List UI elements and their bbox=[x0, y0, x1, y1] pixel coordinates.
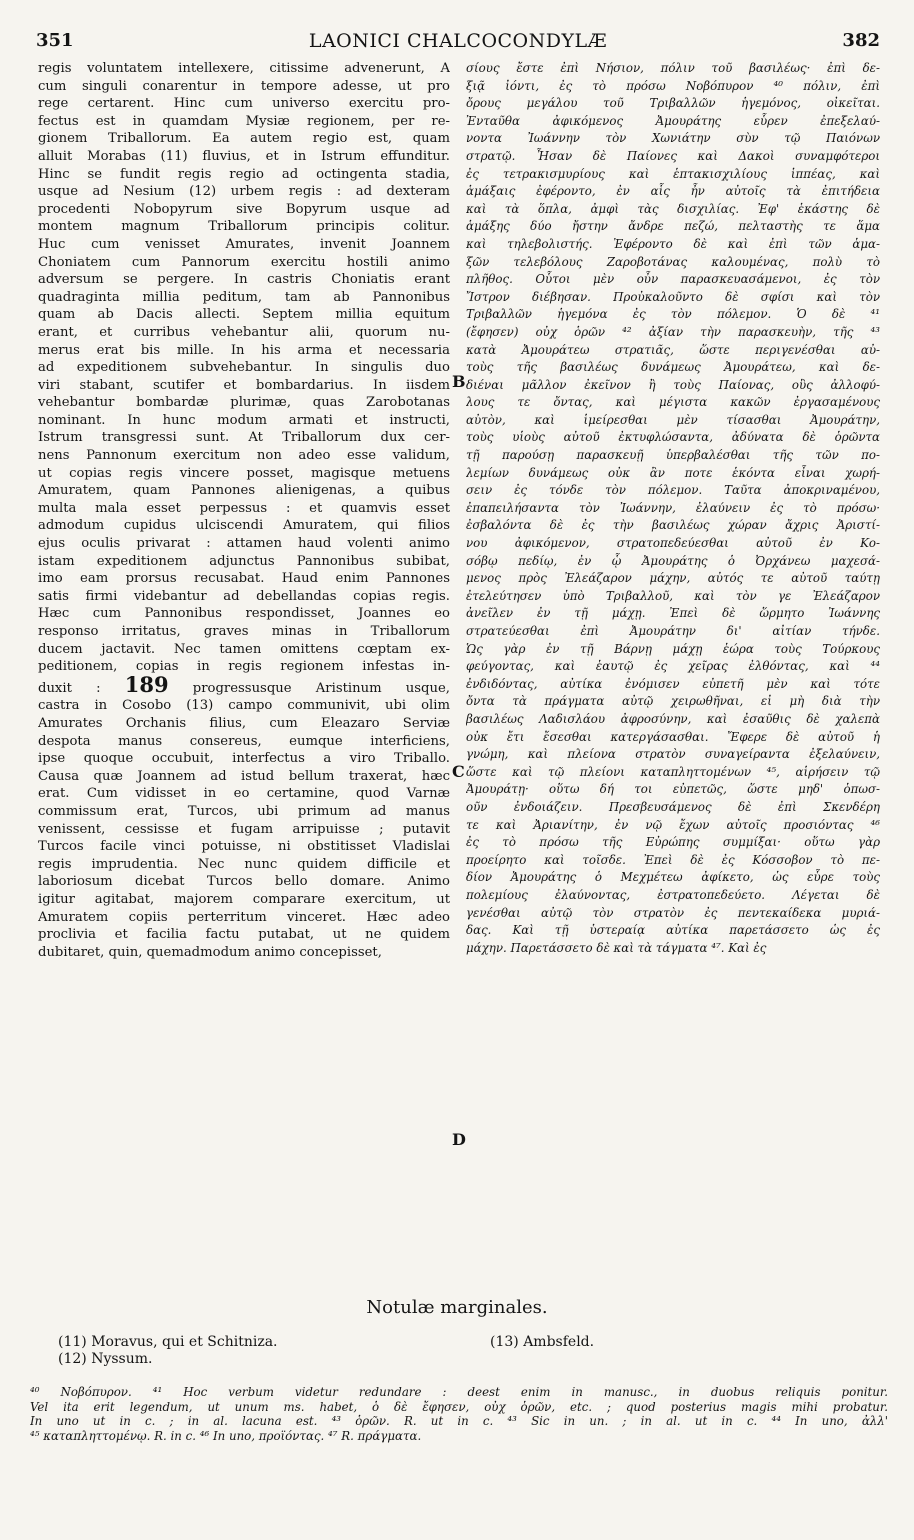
greek-text-line: προείρητο καὶ τοῖσδε. Ἐπεὶ δὲ ἐς Κόσσοβον τὸ πε- bbox=[466, 852, 880, 867]
latin-text-line: castra in Cosobo (13) campo communivit, ubi olim bbox=[38, 698, 450, 714]
latin-text-line: fectus est in quamdam Mysiæ regionem, per re- bbox=[38, 113, 450, 129]
greek-text-line: στρατῷ. Ἦσαν δὲ Παίονες καὶ Δακοὶ συναμφότεροι bbox=[466, 148, 880, 163]
greek-text-line: διέναι μᾶλλον ἐκεῖνον ἢ τοὺς Παίονας, οὓς ἀλλοφύ- bbox=[466, 377, 880, 392]
greek-text-line: αὐτὸν, καὶ ἱμείρεσθαι μὲν τίσασθαι Ἀμουράτην, bbox=[466, 412, 880, 427]
greek-text-line: οὐκ ἔτι ἔσεσθαι κατεργάσασθαι. Ἔφερε δὲ αὐτοῦ ἡ bbox=[466, 729, 880, 744]
greek-text-line: ἐσβαλόντα δὲ ἐς τὴν βασιλέως χώραν ἄχρις Ἀριστί- bbox=[466, 518, 880, 533]
latin-text-line: quam ab Dacis allecti. Septem millia equitum bbox=[38, 307, 450, 323]
greek-text-line: ξιᾷ ἰόντι, ἐς τὸ πρόσω Νοβόπυρον ⁴⁰ πόλιν, ἐπὶ bbox=[466, 78, 880, 93]
latin-text-line: procedenti Nobopyrum sive Bopyrum usque ad bbox=[38, 201, 450, 217]
latin-text-line: laboriosum dicebat Turcos bello domare. Animo bbox=[38, 874, 450, 890]
latin-text-line: Huc cum venisset Amurates, invenit Joannem bbox=[38, 236, 450, 252]
greek-text-line: καὶ τὰ ὅπλα, ἀμφὶ τὰς δισχιλίας. Ἐφ' ἑκάστης δὲ bbox=[466, 201, 880, 216]
latin-text-line: Turcos facile vinci potuisse, ni obstitisset Vladislai bbox=[38, 839, 450, 855]
greek-text-line: (ἔφησεν) οὐχ ὁρῶν ⁴² ἀξίαν τὴν παρασκευὴν, τῆς ⁴³ bbox=[466, 324, 880, 339]
notulae-heading: Notulæ marginales. bbox=[366, 1297, 548, 1318]
greek-text-line: τε καὶ Ἀριανίτην, ἐν νῷ ἔχων αὐτοῖς προσιόντας ⁴⁶ bbox=[466, 817, 880, 832]
latin-text-line: satis firmi videbantur ad debellandas copias regis. bbox=[38, 588, 450, 604]
greek-text-line: βασιλέως Λαδισλάου ἀφροσύνην, καὶ ἐσαῦθις δὲ χαλεπὰ bbox=[466, 711, 880, 726]
latin-text-line: quadraginta millia peditum, tam ab Pannonibus bbox=[38, 289, 450, 305]
footnote-line: In uno ut in c. ; in al. lacuna est. ⁴³ ὁρῶν. R. ut in c. ⁴³ Sic in un. ; in al. ut in c. ⁴⁴ In uno, ἀλλ' bbox=[30, 1414, 888, 1429]
latin-text-line: ejus oculis privarat : attamen haud volenti animo bbox=[38, 536, 450, 552]
latin-text-line: Amurates Orchanis filius, cum Eleazaro Serviæ bbox=[38, 715, 450, 731]
greek-text-line: ἀνεῖλεν ἐν τῇ μάχῃ. Ἐπεὶ δὲ ὥρμητο Ἰωάννης bbox=[466, 606, 880, 621]
latin-text-line: despota manus consereus, eumque interficiens, bbox=[38, 733, 450, 749]
margin-letter-d: D bbox=[452, 1130, 466, 1149]
greek-text-line: ἐς τὸ πρόσω τῆς Εὐρώπης συμμίξαι· οὕτω γὰρ bbox=[466, 835, 880, 850]
latin-text-line: vehebantur bombardæ plurimæ, quas Zarobotanas bbox=[38, 395, 450, 411]
greek-text-line: δας. Καὶ τῇ ὑστεραίᾳ αὐτίκα παρετάσσετο ὡς ἐς bbox=[466, 923, 880, 938]
page-number-left: 351 bbox=[36, 30, 74, 51]
greek-text-line: ἁμάξης δύο ἤστην ἄνδρε πεζώ, πελταστὴς τε ἅμα bbox=[466, 219, 880, 234]
greek-text-line: Ἀμουράτῃ· οὕτω δή τοι εὐπετῶς, ὥστε μηδ' ὁπωσ- bbox=[466, 782, 880, 797]
latin-text-line: venissent, cessisse et fugam arripuisse ; putavit bbox=[38, 821, 450, 837]
greek-text-line: μενος πρὸς Ἐλεάζαρον μάχην, αὐτός τε αὐτοῦ ταύτῃ bbox=[466, 571, 880, 586]
latin-text-line: erat. Cum vidisset in eo certamine, quod Varnæ bbox=[38, 786, 450, 802]
greek-text-line: ὄρους μεγάλου τοῦ Τριβαλλῶν ἡγεμόνος, οἰκεῖται. bbox=[466, 96, 880, 111]
running-title: LAONICI CHALCOCONDYLÆ bbox=[308, 30, 608, 52]
latin-text-line: admodum cupidus ulciscendi Amuratem, qui filios bbox=[38, 518, 450, 534]
latin-text-line: nominant. In hunc modum armati et instructi, bbox=[38, 412, 450, 428]
greek-text-line: ἁμάξαις ἐφέροντο, ἐν αἷς ἦν αὐτοῖς τὰ ἐπιτήδεια bbox=[466, 184, 880, 199]
greek-text-line: νοντα Ἰωάννην τὸν Χωνιάτην σὺν τῷ Παιόνων bbox=[466, 131, 880, 146]
greek-text-line: τοὺς τῆς βασιλέως δυνάμεως Ἀμουράτεω, καὶ δε- bbox=[466, 360, 880, 375]
latin-text-line: ducem jactavit. Nec tamen omittens cœptam ex- bbox=[38, 641, 450, 657]
greek-text-line: λεμίων δυνάμεως οὐκ ἂν ποτε ἑκόντα εἶναι χωρή- bbox=[466, 465, 880, 480]
greek-text-line: οῦν ἐνδοιάζειν. Πρεσβευσάμενος δὲ ἐπὶ Σκενδέρη bbox=[466, 799, 880, 814]
latin-text-line: imo eam prorsus recusabat. Haud enim Pannones bbox=[38, 571, 450, 587]
greek-text-line: γενέσθαι αὐτῷ τὸν στρατὸν ἐς πεντεκαίδεκα μυριά- bbox=[466, 905, 880, 920]
latin-column bbox=[38, 60, 450, 1130]
latin-text-line: igitur agitabat, majorem comparare exercitum, ut bbox=[38, 891, 450, 907]
latin-text-line: proclivia et facilia factu putabat, ut ne quidem bbox=[38, 927, 450, 943]
margin-letter-c: C bbox=[452, 762, 465, 781]
latin-text-line: rege certarent. Hinc cum universo exercitu pro- bbox=[38, 96, 450, 112]
greek-text-line: σίους ἔστε ἐπὶ Νήσιον, πόλιν τοῦ βασιλέως· ἐπὶ δε- bbox=[466, 61, 880, 75]
latin-text-line: istam expeditionem adjunctus Pannonibus subibat, bbox=[38, 553, 450, 569]
greek-text-line: τῇ παρούσῃ παρασκευῇ ὑπερβαλέσθαι τῆς τῶν πο- bbox=[466, 448, 880, 463]
latin-text-line: erant, et curribus vehebantur alii, quorum nu- bbox=[38, 324, 450, 340]
marginal-note-11: (11) Moravus, qui et Schitniza. bbox=[58, 1334, 278, 1350]
latin-text-fragment: progressusque Aristinum usque, bbox=[168, 680, 450, 696]
latin-text-line: Hæc cum Pannonibus respondisset, Joannes eo bbox=[38, 606, 450, 622]
footnote-line: ⁴⁵ καταπληττομένῳ. R. in c. ⁴⁶ In uno, προϊόντας. ⁴⁷ R. πράγματα. bbox=[30, 1428, 422, 1443]
page-number-right: 382 bbox=[842, 30, 880, 51]
latin-text-line: peditionem, copias in regis regionem infestas in- bbox=[38, 659, 450, 675]
greek-text-line: Ὡς γὰρ ἐν τῇ Βάρνῃ μάχῃ ἑώρα τοὺς Τούρκους bbox=[466, 641, 880, 656]
greek-text-line: τοὺς υἱοὺς αὐτοῦ ἐκτυφλώσαντα, ἀδύνατα δὲ ὁρῶντα bbox=[466, 430, 880, 445]
greek-text-line: καὶ τηλεβολιστής. Ἐφέροντο δὲ καὶ ἐπὶ τῶν ἁμα- bbox=[466, 236, 880, 251]
marginal-note-12: (12) Nyssum. bbox=[58, 1351, 153, 1367]
greek-text-line: σόβῳ πεδίῳ, ἐν ᾧ Ἀμουράτης ὁ Ὀρχάνεω μαχεσά- bbox=[466, 553, 880, 568]
footnote-line: Vel ita erit legendum, ut unum ms. habet, ὁ δὲ ἔφησεν, οὐχ ὁρῶν, etc. ; quod posterius magis mihi probatur. bbox=[30, 1399, 888, 1414]
latin-text-line: ipse quoque occubuit, interfectus a viro Triballo. bbox=[38, 751, 450, 767]
latin-text-line: Istrum transgressi sunt. At Triballorum dux cer- bbox=[38, 430, 450, 446]
latin-text-line: multa mala esset perpessus : et quamvis esset bbox=[38, 500, 450, 516]
greek-text-line: μάχην. Παρετάσσετο δὲ καὶ τὰ τάγματα ⁴⁷. Καὶ ἐς bbox=[466, 940, 767, 955]
latin-text-line: Amuratem copiis perterritum vinceret. Hæc adeo bbox=[38, 909, 450, 925]
greek-text-line: ἐνδιδόντας, αὐτίκα ἐνόμισεν εὐπετῆ μὲν καὶ τότε bbox=[466, 676, 880, 691]
latin-text-line: regis voluntatem intellexere, citissime advenerunt, A bbox=[38, 61, 450, 76]
greek-text-line: γνώμη, καὶ πλείονα στρατὸν συναγείραντα ἐξελαύνειν, bbox=[466, 747, 880, 762]
greek-text-line: νου ἀφικόμενον, στρατοπεδεύεσθαι αὐτοῦ ἐν Κο- bbox=[466, 536, 880, 551]
greek-text-line: λους τε ὄντας, καὶ μέγιστα κακῶν ἐργασαμένους bbox=[466, 395, 880, 410]
greek-text-line: πολεμίους ἐλαύνοντας, ἐστρατοπεδεύετο. Λέγεται δὲ bbox=[466, 887, 880, 902]
greek-text-line: ὄντα τὰ πράγματα αὐτῷ χειρωθῆναι, εἰ μὴ διὰ τὴν bbox=[466, 694, 880, 709]
latin-text-line: Causa quæ Joannem ad istud bellum traxerat, hæc bbox=[38, 768, 450, 784]
greek-text-line: κατὰ Ἀμουράτεω στρατιᾶς, ὥστε περιγενέσθαι αὐ- bbox=[466, 342, 880, 357]
marginal-note-13: (13) Ambsfeld. bbox=[490, 1334, 595, 1350]
greek-text-line: στρατεύεσθαι ἐπὶ Ἀμουράτην δι' αἰτίαν τήνδε. bbox=[466, 624, 880, 638]
running-header bbox=[36, 30, 880, 54]
latin-text-line: regis imprudentia. Nec nunc quidem difficile et bbox=[38, 856, 450, 872]
greek-text-line: σειν ἐς τόνδε τὸν πόλεμον. Ταῦτα ἀποκριναμένου, bbox=[466, 483, 880, 498]
latin-text-line: commissum erat, Turcos, ubi primum ad manus bbox=[38, 803, 450, 819]
latin-text-line: usque ad Nesium (12) urbem regis : ad dexteram bbox=[38, 184, 450, 200]
latin-text-line: cum singuli conarentur in tempore adesse, ut pro bbox=[38, 78, 450, 94]
latin-text-line: Choniatem cum Pannorum exercitu hostili animo bbox=[38, 254, 450, 270]
greek-text-line: ἐπαπειλήσαντα τὸν Ἰωάννην, ἐλαύνειν ἐς τὸ πρόσω· bbox=[466, 500, 880, 515]
greek-text-line: πλῆθος. Οὗτοι μὲν οὖν παρασκευασάμενοι, ἐς τὸν bbox=[466, 272, 880, 287]
footnote-line: ⁴⁰ Νοβόπυρον. ⁴¹ Hoc verbum videtur redundare : deest enim in manusc., in duobus reliquis ponitur. bbox=[30, 1385, 888, 1399]
latin-text-line: Hinc se fundit regis regio ad octingenta stadia, bbox=[38, 166, 450, 182]
latin-text-line: gionem Triballorum. Ea autem regio est, quam bbox=[38, 131, 450, 147]
latin-text-line: responso irritatus, graves minas in Triballorum bbox=[38, 624, 450, 639]
latin-text-line: Amuratem, quam Pannones alienigenas, a quibus bbox=[38, 483, 450, 499]
latin-text-line: viri stabant, scutifer et bombardarius. In iisdem bbox=[38, 377, 450, 393]
greek-text-line: δίον Ἀμουράτης ὁ Μεχμέτεω ἀφίκετο, ὡς εὗρε τοὺς bbox=[466, 870, 880, 885]
greek-text-line: ξῶν τελεβόλους Ζαροβοτάνας καλουμένας, πολὺ τὸ bbox=[466, 254, 880, 269]
latin-text-line: montem magnum Triballorum principis colitur. bbox=[38, 219, 450, 235]
column-number: 189 bbox=[124, 675, 169, 697]
greek-text-line: Ἴστρον διέβησαν. Προὐκαλοῦντο δὲ σφίσι καὶ τὸν bbox=[466, 289, 880, 304]
latin-text-line: ut copias regis vincere posset, magisque metuens bbox=[38, 465, 450, 481]
greek-text-line: Τριβαλλῶν ἡγεμόνα ἐς τὸν πόλεμον. Ὁ δὲ ⁴¹ bbox=[466, 307, 880, 322]
latin-text-line: dubitaret, quin, quemadmodum animo concepisset, bbox=[38, 944, 382, 960]
greek-text-line: ἐς τετρακισμυρίους καὶ ἑπτακισχιλίους ἱππέας, καὶ bbox=[466, 166, 880, 181]
latin-text-line bbox=[38, 676, 450, 698]
greek-text-line: Ἐνταῦθα ἀφικόμενος Ἀμουράτης εὗρεν ἐπεξελαύ- bbox=[466, 113, 880, 128]
latin-text-fragment: duxit : bbox=[38, 680, 125, 696]
footnotes bbox=[30, 1385, 888, 1443]
latin-text-line: adversum se pergere. In castris Choniatis erant bbox=[38, 272, 450, 288]
greek-text-line: ἐτελεύτησεν ὑπὸ Τριβαλλοῦ, καὶ τὸν γε Ἐλεάζαρον bbox=[466, 588, 880, 603]
latin-text-line: nens Pannonum exercitum non adeo esse validum, bbox=[38, 448, 450, 464]
greek-text-line: ὥστε καὶ τῷ πλείονι καταπληττομένων ⁴⁵, αἱρήσειν τῷ bbox=[466, 764, 880, 779]
latin-text-line: alluit Morabas (11) fluvius, et in Istrum effunditur. bbox=[38, 148, 450, 164]
margin-letter-b: B bbox=[452, 372, 466, 391]
latin-text-line: merus erat bis mille. In his arma et necessaria bbox=[38, 342, 450, 358]
greek-column bbox=[466, 60, 880, 1130]
greek-text-line: φεύγοντας, καὶ ἑαυτῷ ἐς χεῖρας ἐλθόντας, καὶ ⁴⁴ bbox=[466, 659, 880, 674]
latin-text-line: ad expeditionem subvehebantur. In singulis duo bbox=[38, 360, 450, 376]
